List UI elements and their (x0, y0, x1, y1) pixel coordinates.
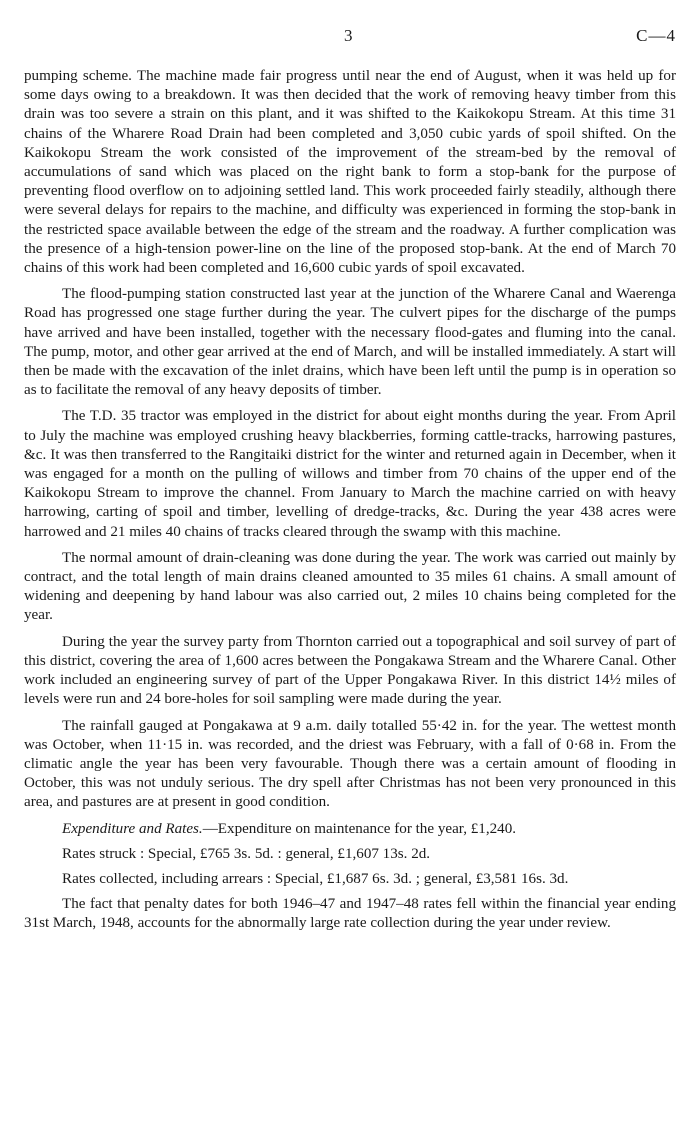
paragraph-tractor: The T.D. 35 tractor was employed in the district for about eight months during the year. From April to July the machine was employed crushing heavy blackberries, forming cattle-tracks, harrowing pastures, &c. It was then transferred to the Rangitaiki district for the winter and returned again in December, when it was engaged for a month on the pulling of willows and timber from 70 chains of the upper end of the Kaikokopu Stream to improve the channel. From January to March the machine carried on with heavy harrowing, carting of spoil and timber, levelling of dredge-tracks, &c. During the year 438 acres were harrowed and 21 miles 40 chains of tracks cleared through the swamp with this machine. (24, 408, 676, 540)
page-number: 3 (344, 26, 353, 45)
section-code: C—4 (636, 26, 676, 45)
page-header (0, 26, 700, 50)
paragraph-penalty-dates: The fact that penalty dates for both 1946–47 and 1947–48 rates fell within the financial year ending 31st March, 1948, accounts for the abnormally large rate collection during the year under review. (24, 896, 676, 932)
paragraph-survey: During the year the survey party from Thornton carried out a topographical and soil survey of part of this district, covering the area of 1,600 acres between the Pongakawa Stream and the Wharere Canal. Other work included an engineering survey of part of the Upper Pongakawa River. In this district 14½ miles of levels were run and 24 bore-holes for soil sampling were made during the year. (24, 633, 676, 708)
paragraph-rates-struck: Rates struck : Special, £765 3s. 5d. : general, £1,607 13s. 2d. (62, 845, 431, 862)
document-body (24, 67, 676, 941)
paragraph-drain-cleaning: The normal amount of drain-cleaning was done during the year. The work was carried out mainly by contract, and the total length of main drains cleaned amounted to 35 miles 61 chains. A small amount of widening and deepening by hand labour was also carried out, 2 miles 10 chains being completed for the year. (24, 549, 676, 624)
paragraph-expenditure (24, 820, 676, 839)
paragraph-rainfall: The rainfall gauged at Pongakawa at 9 a.m. daily totalled 55·42 in. for the year. The wettest month was October, when 11·15 in. was recorded, and the driest was February, with a fall of 0·68 in. From the climatic angle the year has been very favourable. Though there was a certain amount of flooding in October, this was not unduly serious. The dry spell after Christmas has not been very pronounced in this area, and pastures are at present in good condition. (24, 717, 676, 811)
expenditure-heading: Expenditure and Rates. (62, 820, 203, 837)
expenditure-text: —Expenditure on maintenance for the year, £1,240. (202, 820, 517, 837)
paragraph-flood-pumping-station: The flood-pumping station constructed last year at the junction of the Wharere Canal and Waerenga Road has progressed one stage further during the year. The culvert pipes for the discharge of the pumps have arrived and have been installed, together with the necessary flood-gates and fluming into the canal. The pump, motor, and other gear arrived at the end of March, and will be installed immediately. A start will then be made with the excavation of the inlet drains, which have been left until the pump is in operation so as to facilitate the removal of any heavy deposits of timber. (24, 286, 676, 399)
paragraph-pumping-scheme: pumping scheme. The machine made fair progress until near the end of August, when it was held up for some days owing to a breakdown. It was then decided that the work of removing heavy timber from this drain was too severe a strain on this plant, and it was shifted to the Kaikokopu Stream. At this time 31 chains of the Wharere Road Drain had been completed and 3,050 cubic yards of spoil shifted. On the Kaikokopu Stream the work consisted of the improvement of the stream-bed by the removal of accumulations of sand which was placed on the right bank to form a stop-bank for the purpose of preventing flood overflow on to adjoining settled land. This work proceeded fairly steadily, although there were several delays for repairs to the machine, and difficulty was experienced in forming the stop-bank in the restricted space available between the edge of the stream and the roadway. A further complication was the presence of a high-tension power-line on the line of the proposed stop-bank. At the end of March 70 chains of this work had been completed and 16,600 cubic yards of spoil excavated. (24, 68, 676, 277)
paragraph-rates-collected: Rates collected, including arrears : Special, £1,687 6s. 3d. ; general, £3,581 16s. 3d. (62, 870, 569, 887)
